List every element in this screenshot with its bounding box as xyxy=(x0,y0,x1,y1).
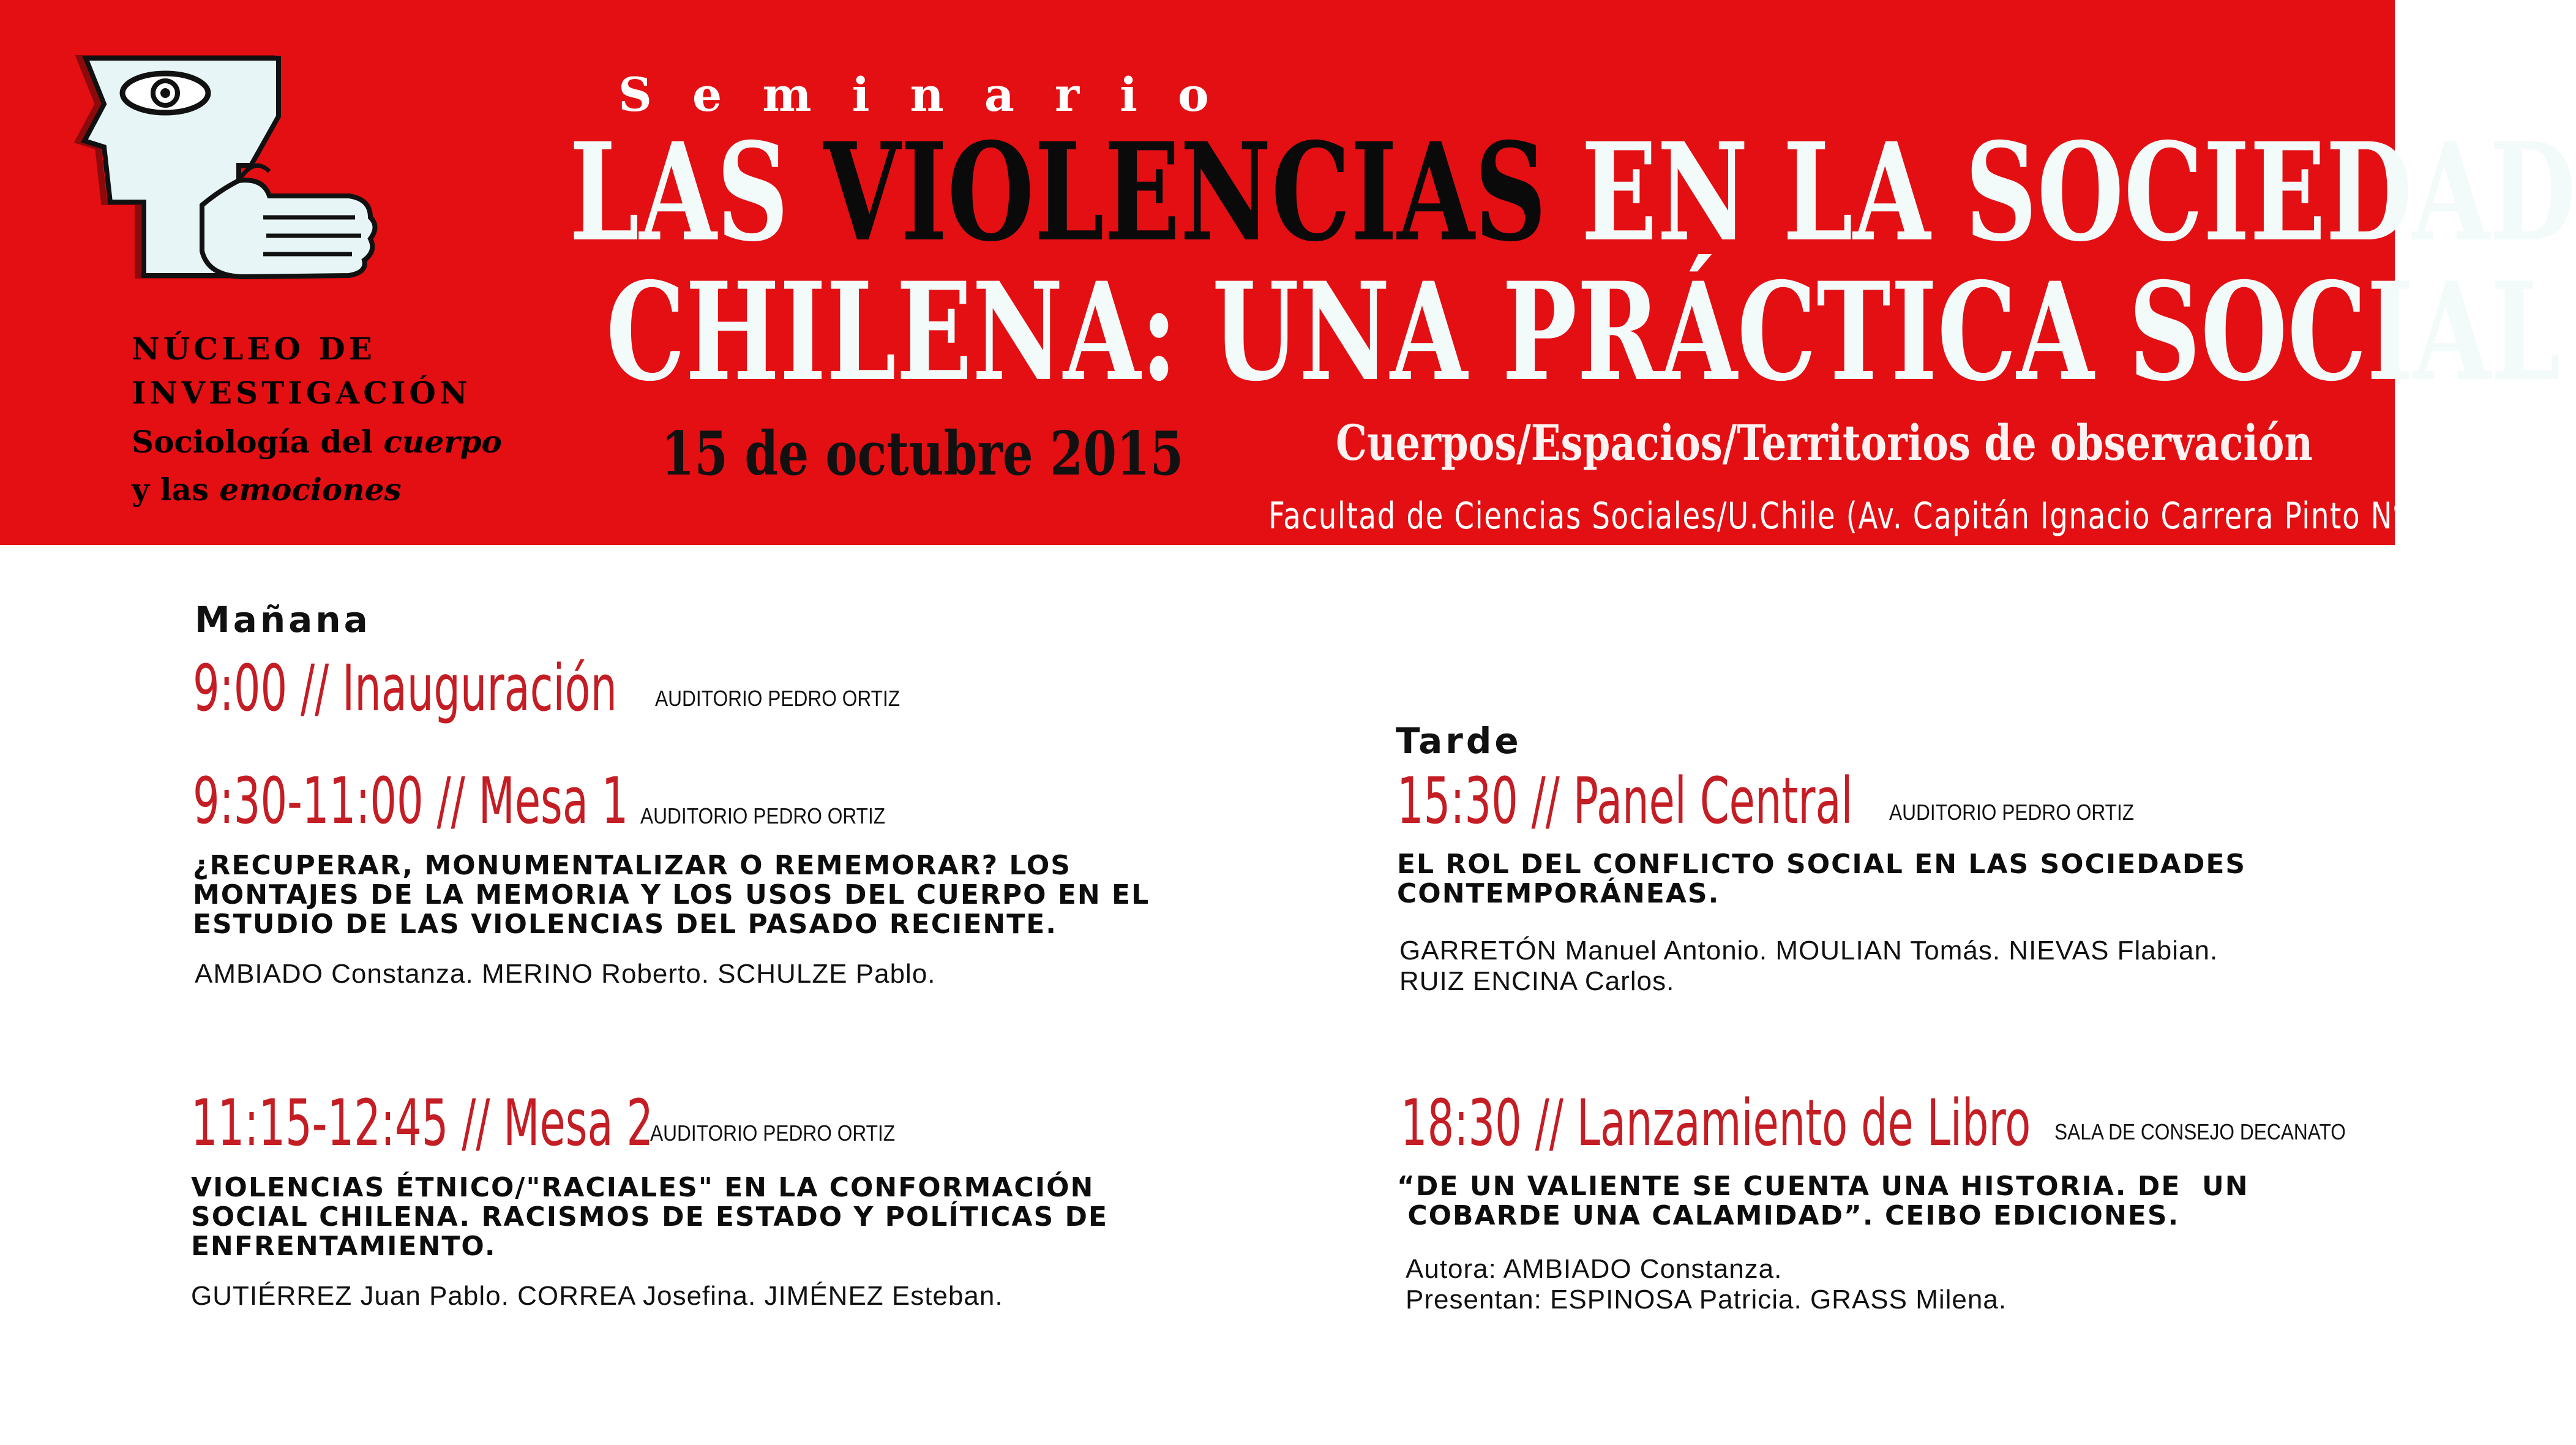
session-topic: VIOLENCIAS ÉTNICO/"RACIALES" EN LA CONFORMACIÓN SOCIAL CHILENA. RACISMOS DE ESTADO Y POLÍTICAS DE ENFRENTAMIENTO. xyxy=(191,1172,1109,1262)
logo-text-line: NÚCLEO DE xyxy=(132,331,376,367)
session-topic: ¿RECUPERAR, MONUMENTALIZAR O REMEMORAR? LOS MONTAJES DE LA MEMORIA Y LOS USOS DEL CUERPO EN EL ESTUDIO DE LAS VIOLENCIAS DEL PASADO RECIENTE. xyxy=(193,850,1150,940)
logo-text-line: y las emociones xyxy=(132,471,402,508)
session-venue: AUDITORIO PEDRO ORTIZ xyxy=(655,686,900,711)
seminar-label: Seminario xyxy=(618,67,1249,122)
session-title: 15:30 // Panel Central xyxy=(1397,764,1853,838)
session-topic: EL ROL DEL CONFLICTO SOCIAL EN LAS SOCIEDADES CONTEMPORÁNEAS. xyxy=(1397,849,2247,909)
logo-face-hand-icon xyxy=(61,49,392,294)
session-title: 18:30 // Lanzamiento de Libro xyxy=(1401,1086,2031,1160)
event-date: 15 de octubre 2015 xyxy=(661,419,1184,489)
seminar-title-line-2: CHILENA: UNA PRÁCTICA SOCIAL xyxy=(606,252,2561,411)
logo-text-line: INVESTIGACIÓN xyxy=(132,375,471,411)
seminar-title-line-1: LAS VIOLENCIAS EN LA SOCIEDAD xyxy=(569,113,2576,271)
session-speakers: GARRETÓN Manuel Antonio. MOULIAN Tomás. NIEVAS Flabian. RUIZ ENCINA Carlos. xyxy=(1399,936,2218,996)
session-title: 9:00 // Inauguración xyxy=(193,651,618,726)
afternoon-heading: Tarde xyxy=(1396,720,1522,762)
venue-address: Facultad de Ciencias Sociales/U.Chile (Av. Capitán Ignacio Carrera Pinto Nº 1045) xyxy=(1268,495,2507,538)
session-venue: AUDITORIO PEDRO ORTIZ xyxy=(640,803,886,828)
session-venue: AUDITORIO PEDRO ORTIZ xyxy=(650,1120,896,1146)
session-title: 9:30-11:00 // Mesa 1 xyxy=(193,764,629,838)
header-banner xyxy=(0,0,2576,545)
session-venue: SALA DE CONSEJO DECANATO xyxy=(2054,1119,2346,1144)
logo-text-line: Sociología del cuerpo xyxy=(132,424,502,460)
session-title: 11:15-12:45 // Mesa 2 xyxy=(191,1086,654,1160)
session-venue: AUDITORIO PEDRO ORTIZ xyxy=(1889,800,2135,825)
session-speakers: Autora: AMBIADO Constanza. Presentan: ESPINOSA Patricia. GRASS Milena. xyxy=(1406,1254,2007,1315)
session-topic: “DE UN VALIENTE SE CUENTA UNA HISTORIA. DE UN COBARDE UNA CALAMIDAD”. CEIBO EDICIONES. xyxy=(1397,1171,2249,1231)
session-speakers: GUTIÉRREZ Juan Pablo. CORREA Josefina. JIMÉNEZ Esteban. xyxy=(191,1281,1003,1311)
morning-heading: Mañana xyxy=(195,599,371,640)
seminar-subtitle: Cuerpos/Espacios/Territorios de observación xyxy=(1336,414,2313,471)
session-speakers: AMBIADO Constanza. MERINO Roberto. SCHULZE Pablo. xyxy=(195,959,936,989)
